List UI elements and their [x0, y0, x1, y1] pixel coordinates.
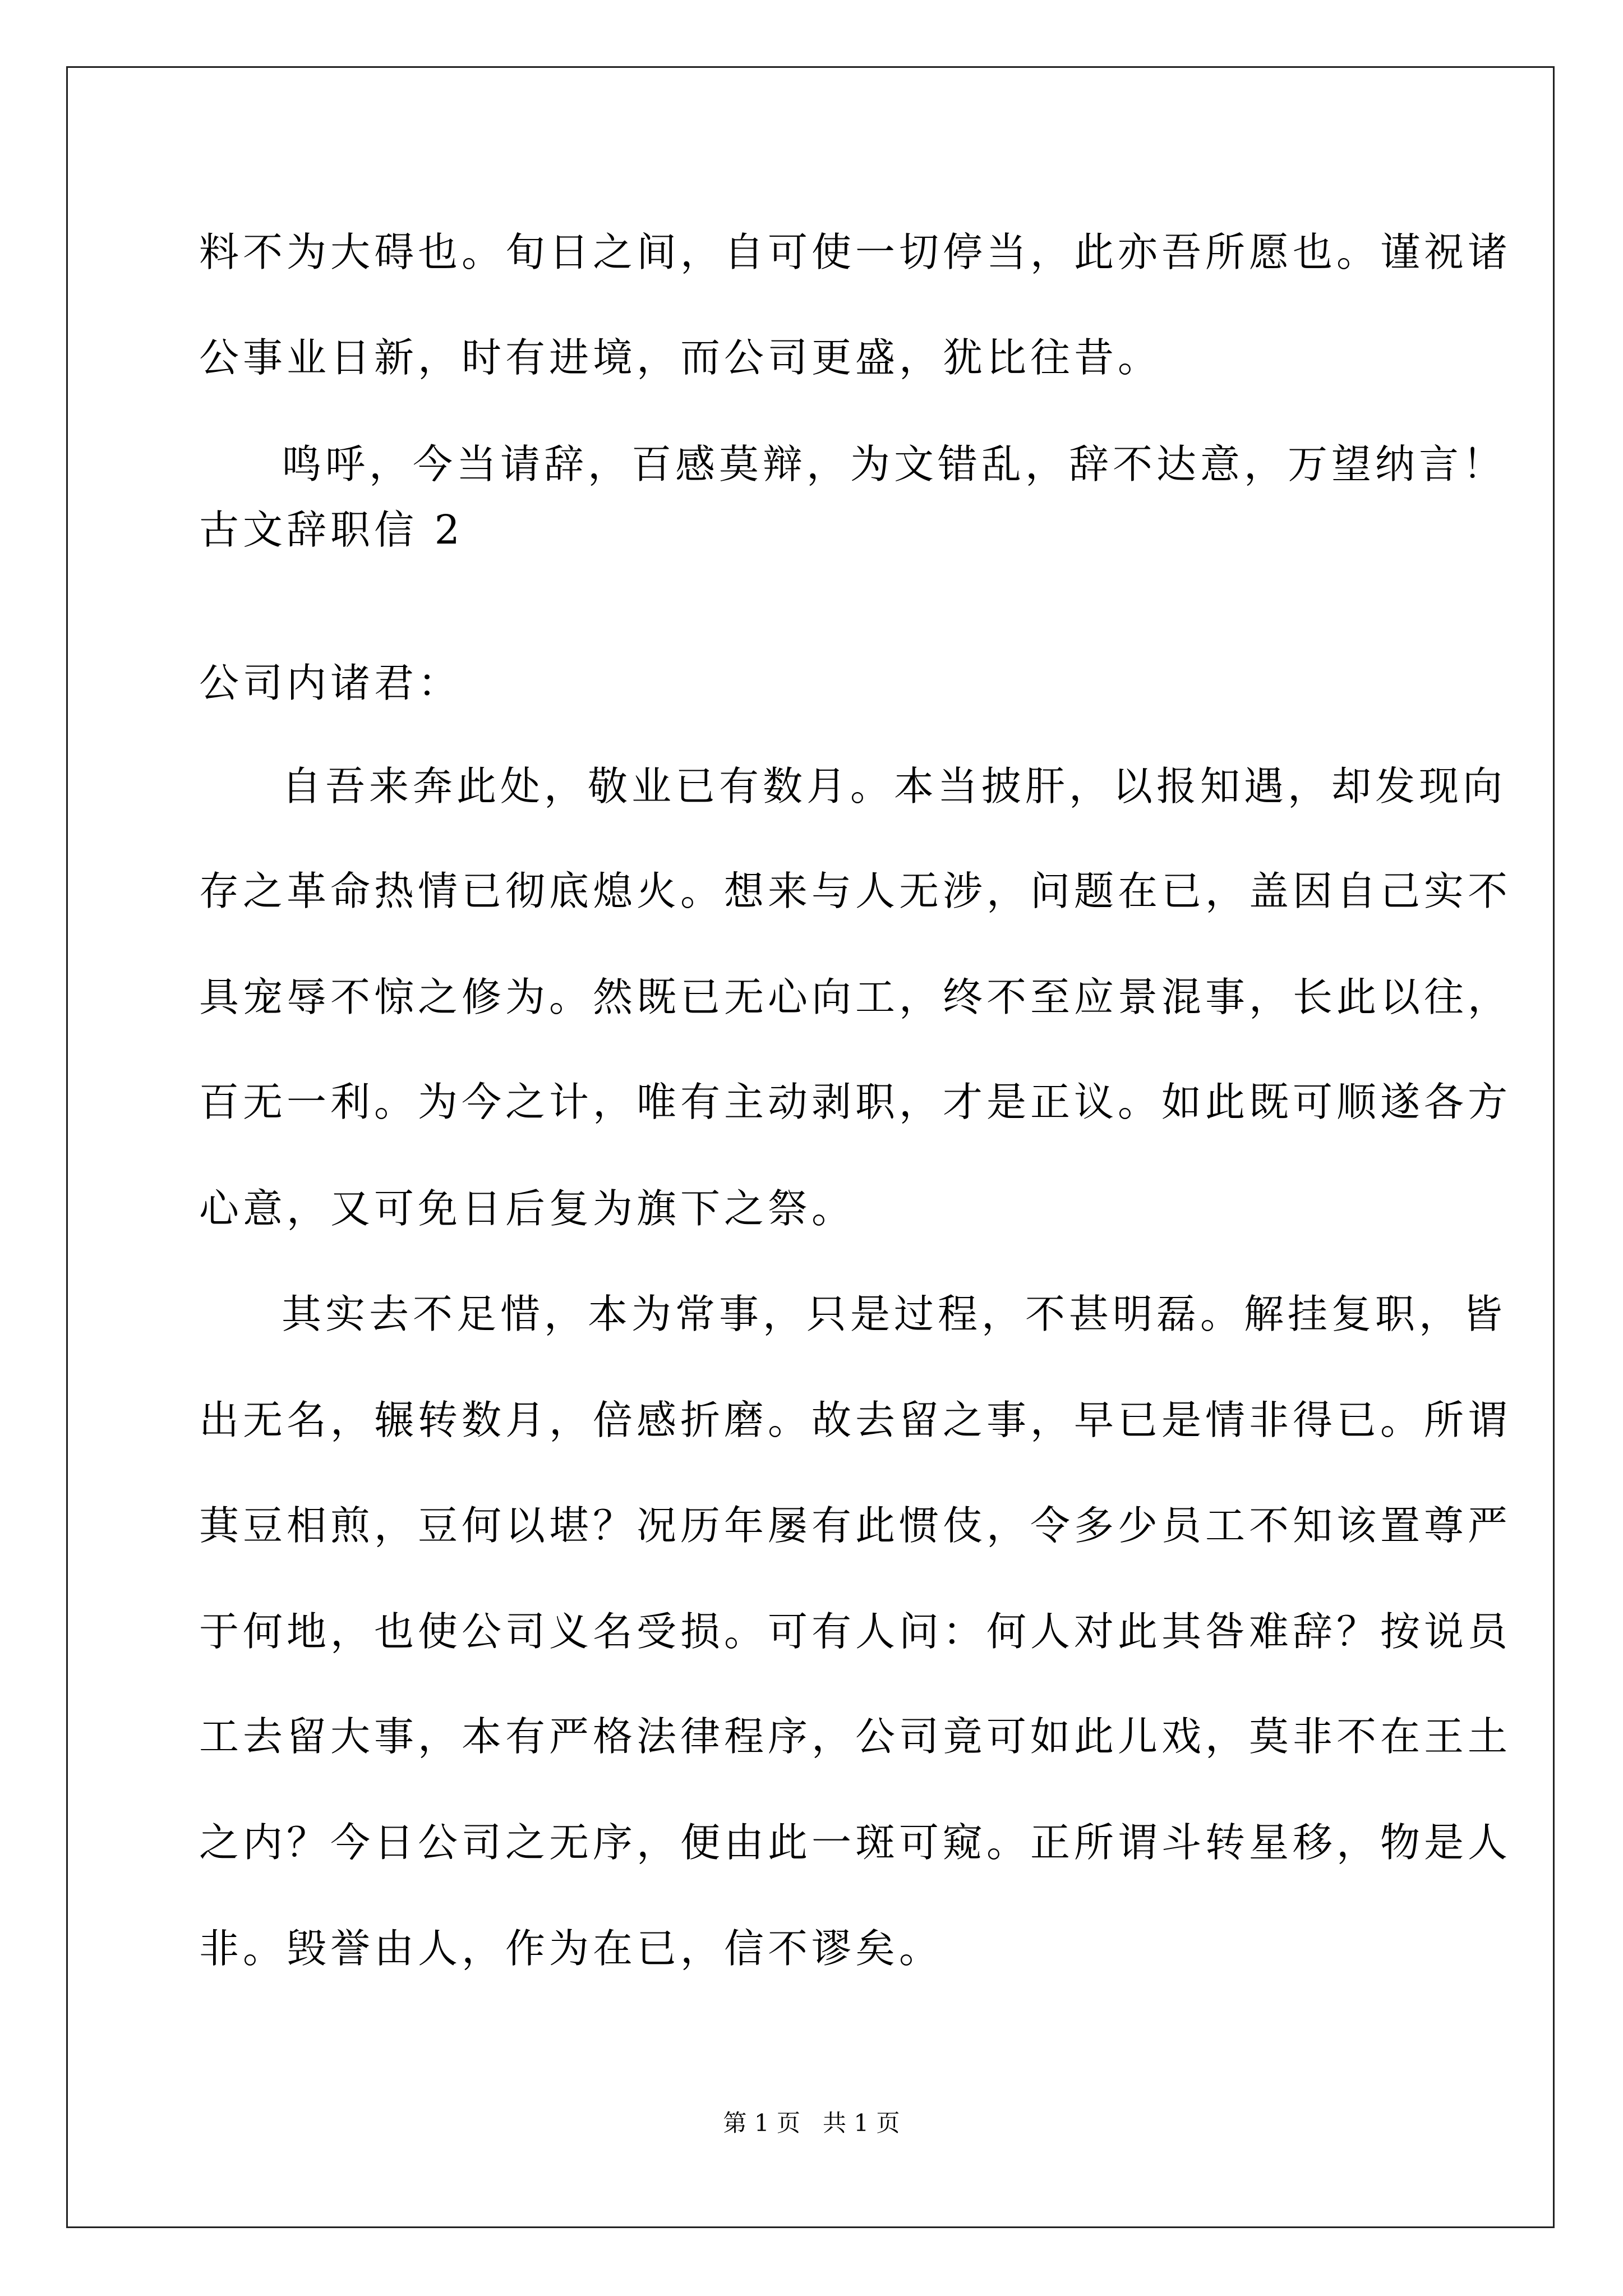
text-line: 自吾来奔此处，敬业已有数月。本当披肝，以报知遇，却发现向 — [282, 763, 1507, 809]
text-line: 工去留大事，本有严格法律程序，公司竟可如此儿戏，莫非不在王土 — [199, 1713, 1512, 1760]
text-line: 百无一利。为今之计，唯有主动剥职，才是正议。如此既可顺遂各方 — [199, 1079, 1512, 1125]
page-border — [66, 66, 1555, 2228]
text-line: 出无名，辗转数月，倍感折磨。故去留之事，早已是情非得已。所谓 — [199, 1397, 1512, 1443]
text-line: 鸣呼，今当请辞，百感莫辩，为文错乱，辞不达意，万望纳言！ — [282, 441, 1507, 487]
text-line: 心意，又可免日后复为旗下之祭。 — [199, 1185, 856, 1232]
section-title: 古文辞职信 2 — [199, 507, 464, 553]
text-line: 非。毁誉由人，作为在已，信不谬矣。 — [199, 1925, 943, 1972]
text-line: 存之革命热情已彻底熄火。想来与人无涉，问题在已，盖因自己实不 — [199, 868, 1512, 914]
text-line: 具宠辱不惊之修为。然既已无心向工，终不至应景混事，长此以往， — [199, 974, 1512, 1020]
text-line: 公事业日新，时有进境，而公司更盛，犹比往昔。 — [199, 334, 1162, 381]
page-footer: 第 1 页 共 1 页 — [723, 2109, 900, 2137]
text-line: 之内？今日公司之无序，便由此一斑可窥。正所谓斗转星移，物是人 — [199, 1819, 1512, 1866]
text-line: 于何地，也使公司义名受损。可有人问：何人对此其咎难辞？按说员 — [199, 1608, 1512, 1655]
salutation: 公司内诸君： — [199, 660, 462, 706]
text-line: 萁豆相煎，豆何以堪？况历年屡有此惯伎，令多少员工不知该置尊严 — [199, 1502, 1512, 1549]
text-line: 料不为大碍也。旬日之间，自可使一切停当，此亦吾所愿也。谨祝诸 — [199, 229, 1512, 275]
text-line: 其实去不足惜，本为常事，只是过程，不甚明磊。解挂复职，皆 — [282, 1291, 1507, 1337]
